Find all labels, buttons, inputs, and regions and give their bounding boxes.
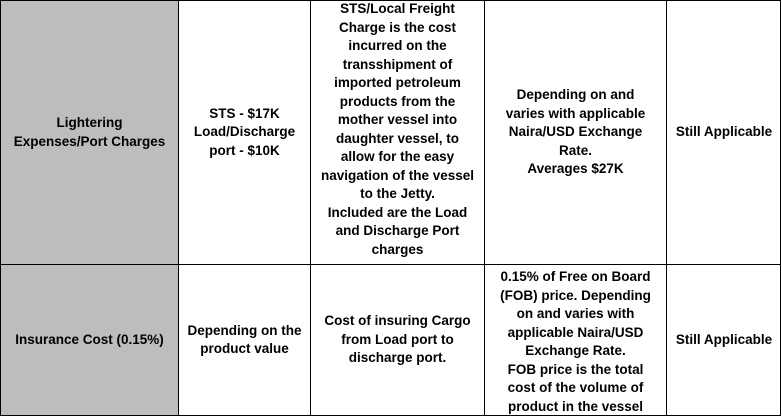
grid-line-top: [0, 0, 781, 1]
grid-line-col-5: [780, 0, 781, 416]
row-description-insurance: Cost of insuring Cargo from Load port to discharge port.: [324, 313, 471, 366]
grid-line-middle: [0, 264, 781, 265]
row-label-lightering: Lightering Expenses/Port Charges: [1, 1, 178, 264]
row-label-insurance: Insurance Cost (0.15%): [1, 265, 178, 415]
grid-line-col-4: [666, 0, 667, 416]
row-variation-lightering: Depending on and varies with applicable Naira/USD Exchange Rate. Averages $27K: [505, 87, 646, 177]
grid-line-col-2: [310, 0, 311, 416]
grid-line-col-0: [0, 0, 1, 416]
row-description-lightering: STS/Local Freight Charge is the cost incurred on the transshipment of imported petroleum products from the mother vessel into daughter vessel, to allow for the easy navigation of the vessel to the Jetty. Included are the Load and Discharge Port charges: [320, 1, 475, 257]
row-variation-insurance: 0.15% of Free on Board (FOB) price. Depending on and varies with applicable Naira/USD Exchange Rate. FOB price is the total cost of the volume of product in the vessel: [500, 269, 651, 414]
row-status-insurance: Still Applicable: [675, 331, 773, 347]
grid-line-col-1: [178, 0, 179, 416]
row-value-lightering: STS - $17K Load/Discharge port - $10K: [193, 105, 296, 158]
row-value-insurance: Depending on the product value: [187, 322, 302, 356]
row-status-lightering: Still Applicable: [675, 124, 773, 140]
grid-line-col-3: [484, 0, 485, 416]
